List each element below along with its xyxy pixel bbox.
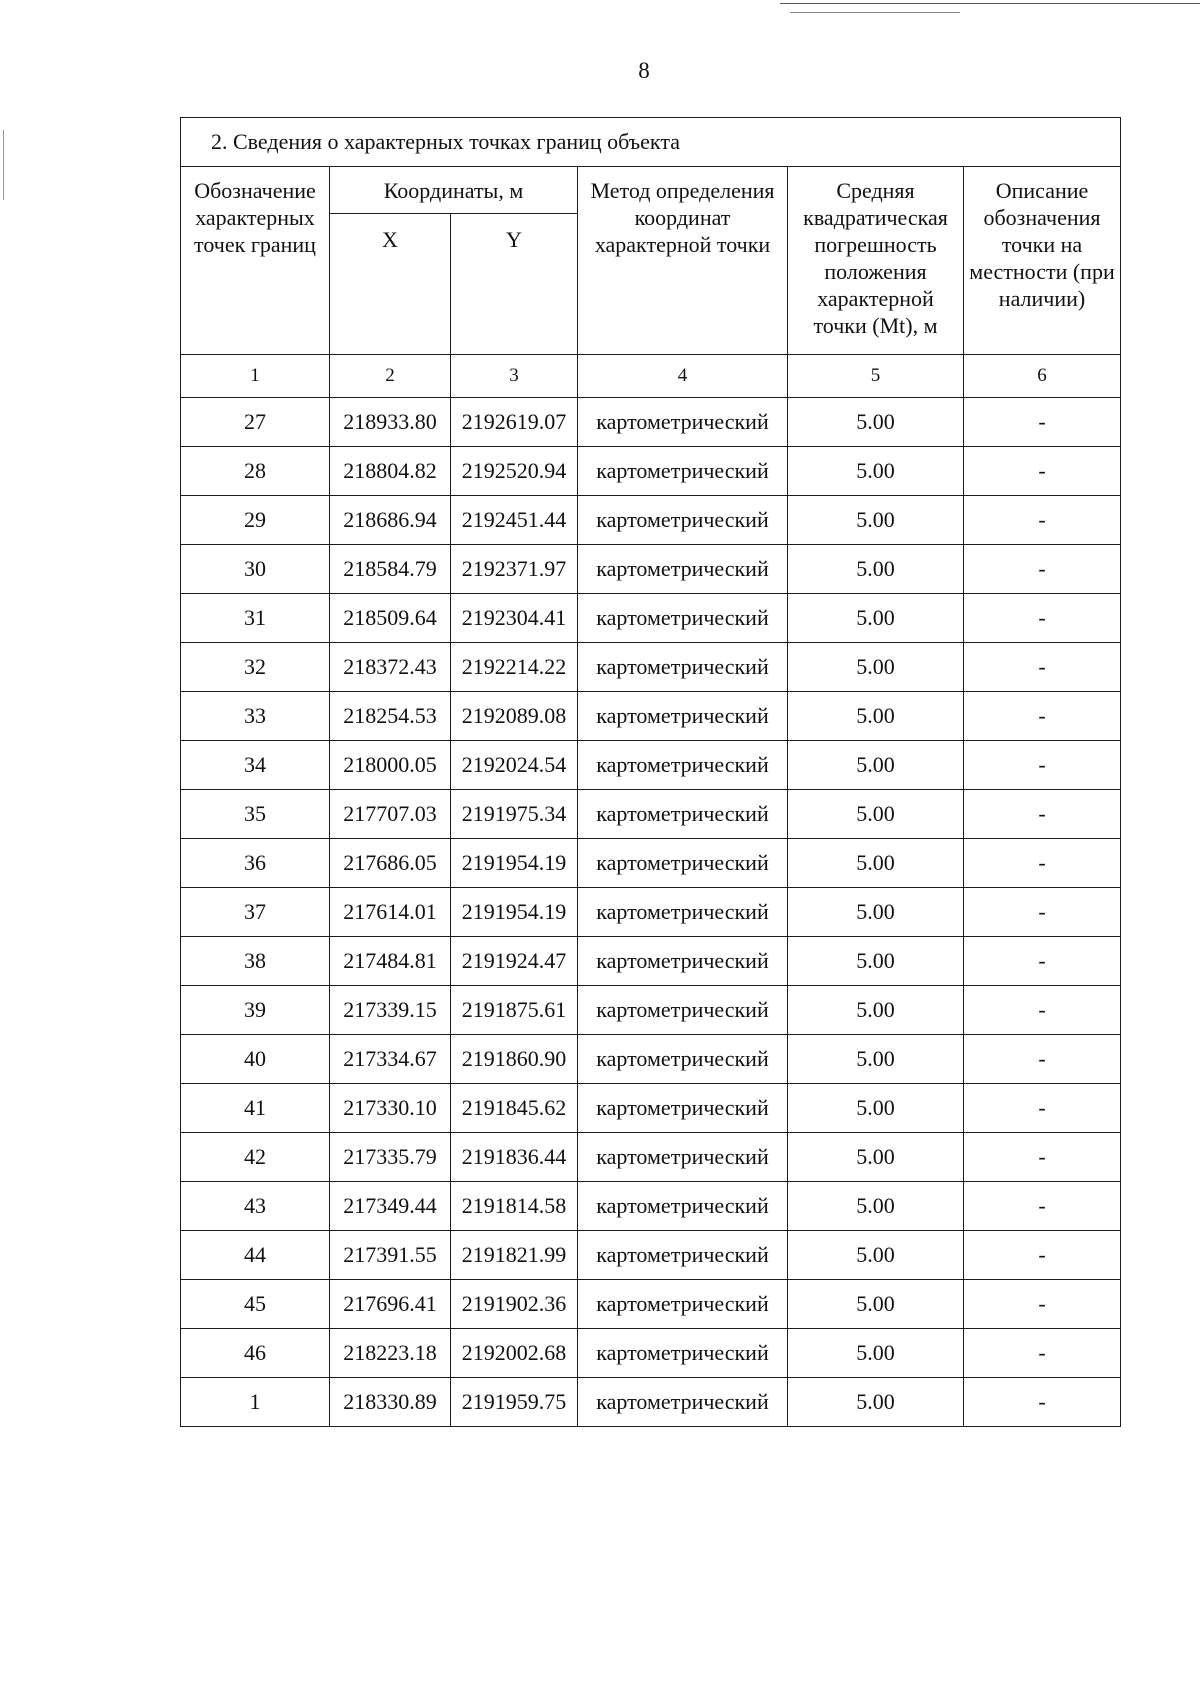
column-number: 6 bbox=[964, 355, 1121, 398]
table-row bbox=[181, 1378, 1121, 1427]
point-id-cell: 37 bbox=[181, 888, 330, 937]
description-cell: - bbox=[964, 545, 1121, 594]
point-id-cell: 28 bbox=[181, 447, 330, 496]
description-cell: - bbox=[964, 398, 1121, 447]
y-coordinate-cell: 2191821.99 bbox=[451, 1231, 578, 1280]
y-coordinate-cell: 2191954.19 bbox=[451, 839, 578, 888]
description-cell: - bbox=[964, 1280, 1121, 1329]
x-coordinate-cell: 218254.53 bbox=[330, 692, 451, 741]
point-id-cell: 32 bbox=[181, 643, 330, 692]
scan-edge-line bbox=[780, 3, 1200, 4]
x-coordinate-cell: 217349.44 bbox=[330, 1182, 451, 1231]
method-cell: картометрический bbox=[578, 1231, 788, 1280]
y-coordinate-cell: 2191975.34 bbox=[451, 790, 578, 839]
section-title: 2. Сведения о характерных точках границ объекта bbox=[181, 118, 1121, 167]
column-number: 4 bbox=[578, 355, 788, 398]
error-cell: 5.00 bbox=[788, 839, 964, 888]
table-row bbox=[181, 1231, 1121, 1280]
error-cell: 5.00 bbox=[788, 643, 964, 692]
description-cell: - bbox=[964, 741, 1121, 790]
header-error: Средняя квадратическая погрешность положения характерной точки (Mt), м bbox=[788, 167, 964, 355]
y-coordinate-cell: 2192520.94 bbox=[451, 447, 578, 496]
y-coordinate-cell: 2191845.62 bbox=[451, 1084, 578, 1133]
header-y: Y bbox=[451, 214, 578, 355]
y-coordinate-cell: 2191954.19 bbox=[451, 888, 578, 937]
description-cell: - bbox=[964, 937, 1121, 986]
description-cell: - bbox=[964, 1231, 1121, 1280]
description-cell: - bbox=[964, 839, 1121, 888]
description-cell: - bbox=[964, 1329, 1121, 1378]
error-cell: 5.00 bbox=[788, 398, 964, 447]
table-row bbox=[181, 545, 1121, 594]
table-row bbox=[181, 1280, 1121, 1329]
error-cell: 5.00 bbox=[788, 1035, 964, 1084]
method-cell: картометрический bbox=[578, 1182, 788, 1231]
header-description: Описание обозначения точки на местности (при наличии) bbox=[964, 167, 1121, 355]
header-method: Метод определения координат характерной точки bbox=[578, 167, 788, 355]
error-cell: 5.00 bbox=[788, 692, 964, 741]
y-coordinate-cell: 2191875.61 bbox=[451, 986, 578, 1035]
table-row bbox=[181, 741, 1121, 790]
method-cell: картометрический bbox=[578, 692, 788, 741]
point-id-cell: 42 bbox=[181, 1133, 330, 1182]
table-row bbox=[181, 790, 1121, 839]
error-cell: 5.00 bbox=[788, 1182, 964, 1231]
y-coordinate-cell: 2192451.44 bbox=[451, 496, 578, 545]
error-cell: 5.00 bbox=[788, 1133, 964, 1182]
x-coordinate-cell: 217335.79 bbox=[330, 1133, 451, 1182]
x-coordinate-cell: 218584.79 bbox=[330, 545, 451, 594]
error-cell: 5.00 bbox=[788, 888, 964, 937]
boundary-points-table bbox=[180, 117, 1121, 1427]
x-coordinate-cell: 218804.82 bbox=[330, 447, 451, 496]
table-row bbox=[181, 839, 1121, 888]
y-coordinate-cell: 2192214.22 bbox=[451, 643, 578, 692]
table-row bbox=[181, 1084, 1121, 1133]
method-cell: картометрический bbox=[578, 839, 788, 888]
method-cell: картометрический bbox=[578, 398, 788, 447]
x-coordinate-cell: 217484.81 bbox=[330, 937, 451, 986]
point-id-cell: 46 bbox=[181, 1329, 330, 1378]
y-coordinate-cell: 2192619.07 bbox=[451, 398, 578, 447]
point-id-cell: 35 bbox=[181, 790, 330, 839]
point-id-cell: 27 bbox=[181, 398, 330, 447]
x-coordinate-cell: 218000.05 bbox=[330, 741, 451, 790]
x-coordinate-cell: 217330.10 bbox=[330, 1084, 451, 1133]
scan-edge-line bbox=[3, 130, 4, 200]
point-id-cell: 39 bbox=[181, 986, 330, 1035]
method-cell: картометрический bbox=[578, 790, 788, 839]
method-cell: картометрический bbox=[578, 1280, 788, 1329]
y-coordinate-cell: 2191924.47 bbox=[451, 937, 578, 986]
table-row bbox=[181, 496, 1121, 545]
point-id-cell: 36 bbox=[181, 839, 330, 888]
point-id-cell: 1 bbox=[181, 1378, 330, 1427]
error-cell: 5.00 bbox=[788, 545, 964, 594]
y-coordinate-cell: 2192089.08 bbox=[451, 692, 578, 741]
x-coordinate-cell: 217696.41 bbox=[330, 1280, 451, 1329]
table-row bbox=[181, 398, 1121, 447]
table-row bbox=[181, 1182, 1121, 1231]
table-row bbox=[181, 937, 1121, 986]
method-cell: картометрический bbox=[578, 741, 788, 790]
table-row bbox=[181, 1133, 1121, 1182]
error-cell: 5.00 bbox=[788, 496, 964, 545]
y-coordinate-cell: 2191814.58 bbox=[451, 1182, 578, 1231]
x-coordinate-cell: 218686.94 bbox=[330, 496, 451, 545]
description-cell: - bbox=[964, 1133, 1121, 1182]
x-coordinate-cell: 217391.55 bbox=[330, 1231, 451, 1280]
method-cell: картометрический bbox=[578, 1035, 788, 1084]
description-cell: - bbox=[964, 447, 1121, 496]
scan-edge-line bbox=[790, 12, 960, 13]
error-cell: 5.00 bbox=[788, 741, 964, 790]
description-cell: - bbox=[964, 692, 1121, 741]
point-id-cell: 38 bbox=[181, 937, 330, 986]
header-x: X bbox=[330, 214, 451, 355]
point-id-cell: 44 bbox=[181, 1231, 330, 1280]
description-cell: - bbox=[964, 496, 1121, 545]
point-id-cell: 40 bbox=[181, 1035, 330, 1084]
x-coordinate-cell: 217686.05 bbox=[330, 839, 451, 888]
point-id-cell: 45 bbox=[181, 1280, 330, 1329]
table-row bbox=[181, 447, 1121, 496]
error-cell: 5.00 bbox=[788, 1084, 964, 1133]
column-number: 5 bbox=[788, 355, 964, 398]
page-number: 8 bbox=[638, 58, 650, 83]
method-cell: картометрический bbox=[578, 986, 788, 1035]
description-cell: - bbox=[964, 643, 1121, 692]
point-id-cell: 29 bbox=[181, 496, 330, 545]
description-cell: - bbox=[964, 790, 1121, 839]
y-coordinate-cell: 2191860.90 bbox=[451, 1035, 578, 1084]
x-coordinate-cell: 217339.15 bbox=[330, 986, 451, 1035]
x-coordinate-cell: 218372.43 bbox=[330, 643, 451, 692]
table-row bbox=[181, 692, 1121, 741]
column-number: 1 bbox=[181, 355, 330, 398]
point-id-cell: 33 bbox=[181, 692, 330, 741]
method-cell: картометрический bbox=[578, 447, 788, 496]
x-coordinate-cell: 217334.67 bbox=[330, 1035, 451, 1084]
header-coordinates: Координаты, м bbox=[330, 167, 578, 214]
method-cell: картометрический bbox=[578, 937, 788, 986]
y-coordinate-cell: 2191902.36 bbox=[451, 1280, 578, 1329]
description-cell: - bbox=[964, 986, 1121, 1035]
x-coordinate-cell: 218509.64 bbox=[330, 594, 451, 643]
description-cell: - bbox=[964, 1035, 1121, 1084]
table-row bbox=[181, 1035, 1121, 1084]
error-cell: 5.00 bbox=[788, 790, 964, 839]
x-coordinate-cell: 218330.89 bbox=[330, 1378, 451, 1427]
y-coordinate-cell: 2191959.75 bbox=[451, 1378, 578, 1427]
y-coordinate-cell: 2192002.68 bbox=[451, 1329, 578, 1378]
y-coordinate-cell: 2192371.97 bbox=[451, 545, 578, 594]
description-cell: - bbox=[964, 1378, 1121, 1427]
x-coordinate-cell: 218223.18 bbox=[330, 1329, 451, 1378]
table-row bbox=[181, 1329, 1121, 1378]
x-coordinate-cell: 217707.03 bbox=[330, 790, 451, 839]
x-coordinate-cell: 218933.80 bbox=[330, 398, 451, 447]
description-cell: - bbox=[964, 1182, 1121, 1231]
column-number: 2 bbox=[330, 355, 451, 398]
error-cell: 5.00 bbox=[788, 937, 964, 986]
table-row bbox=[181, 986, 1121, 1035]
method-cell: картометрический bbox=[578, 545, 788, 594]
table-row bbox=[181, 594, 1121, 643]
description-cell: - bbox=[964, 1084, 1121, 1133]
point-id-cell: 41 bbox=[181, 1084, 330, 1133]
error-cell: 5.00 bbox=[788, 986, 964, 1035]
description-cell: - bbox=[964, 888, 1121, 937]
method-cell: картометрический bbox=[578, 643, 788, 692]
x-coordinate-cell: 217614.01 bbox=[330, 888, 451, 937]
point-id-cell: 31 bbox=[181, 594, 330, 643]
y-coordinate-cell: 2192304.41 bbox=[451, 594, 578, 643]
method-cell: картометрический bbox=[578, 888, 788, 937]
point-id-cell: 30 bbox=[181, 545, 330, 594]
error-cell: 5.00 bbox=[788, 1378, 964, 1427]
header-point: Обозначение характерных точек границ bbox=[181, 167, 330, 355]
error-cell: 5.00 bbox=[788, 447, 964, 496]
point-id-cell: 34 bbox=[181, 741, 330, 790]
y-coordinate-cell: 2192024.54 bbox=[451, 741, 578, 790]
method-cell: картометрический bbox=[578, 1378, 788, 1427]
method-cell: картометрический bbox=[578, 1329, 788, 1378]
column-number: 3 bbox=[451, 355, 578, 398]
error-cell: 5.00 bbox=[788, 1280, 964, 1329]
y-coordinate-cell: 2191836.44 bbox=[451, 1133, 578, 1182]
error-cell: 5.00 bbox=[788, 1231, 964, 1280]
error-cell: 5.00 bbox=[788, 594, 964, 643]
error-cell: 5.00 bbox=[788, 1329, 964, 1378]
method-cell: картометрический bbox=[578, 594, 788, 643]
method-cell: картометрический bbox=[578, 1084, 788, 1133]
point-id-cell: 43 bbox=[181, 1182, 330, 1231]
method-cell: картометрический bbox=[578, 496, 788, 545]
table-row bbox=[181, 643, 1121, 692]
table-row bbox=[181, 888, 1121, 937]
description-cell: - bbox=[964, 594, 1121, 643]
method-cell: картометрический bbox=[578, 1133, 788, 1182]
